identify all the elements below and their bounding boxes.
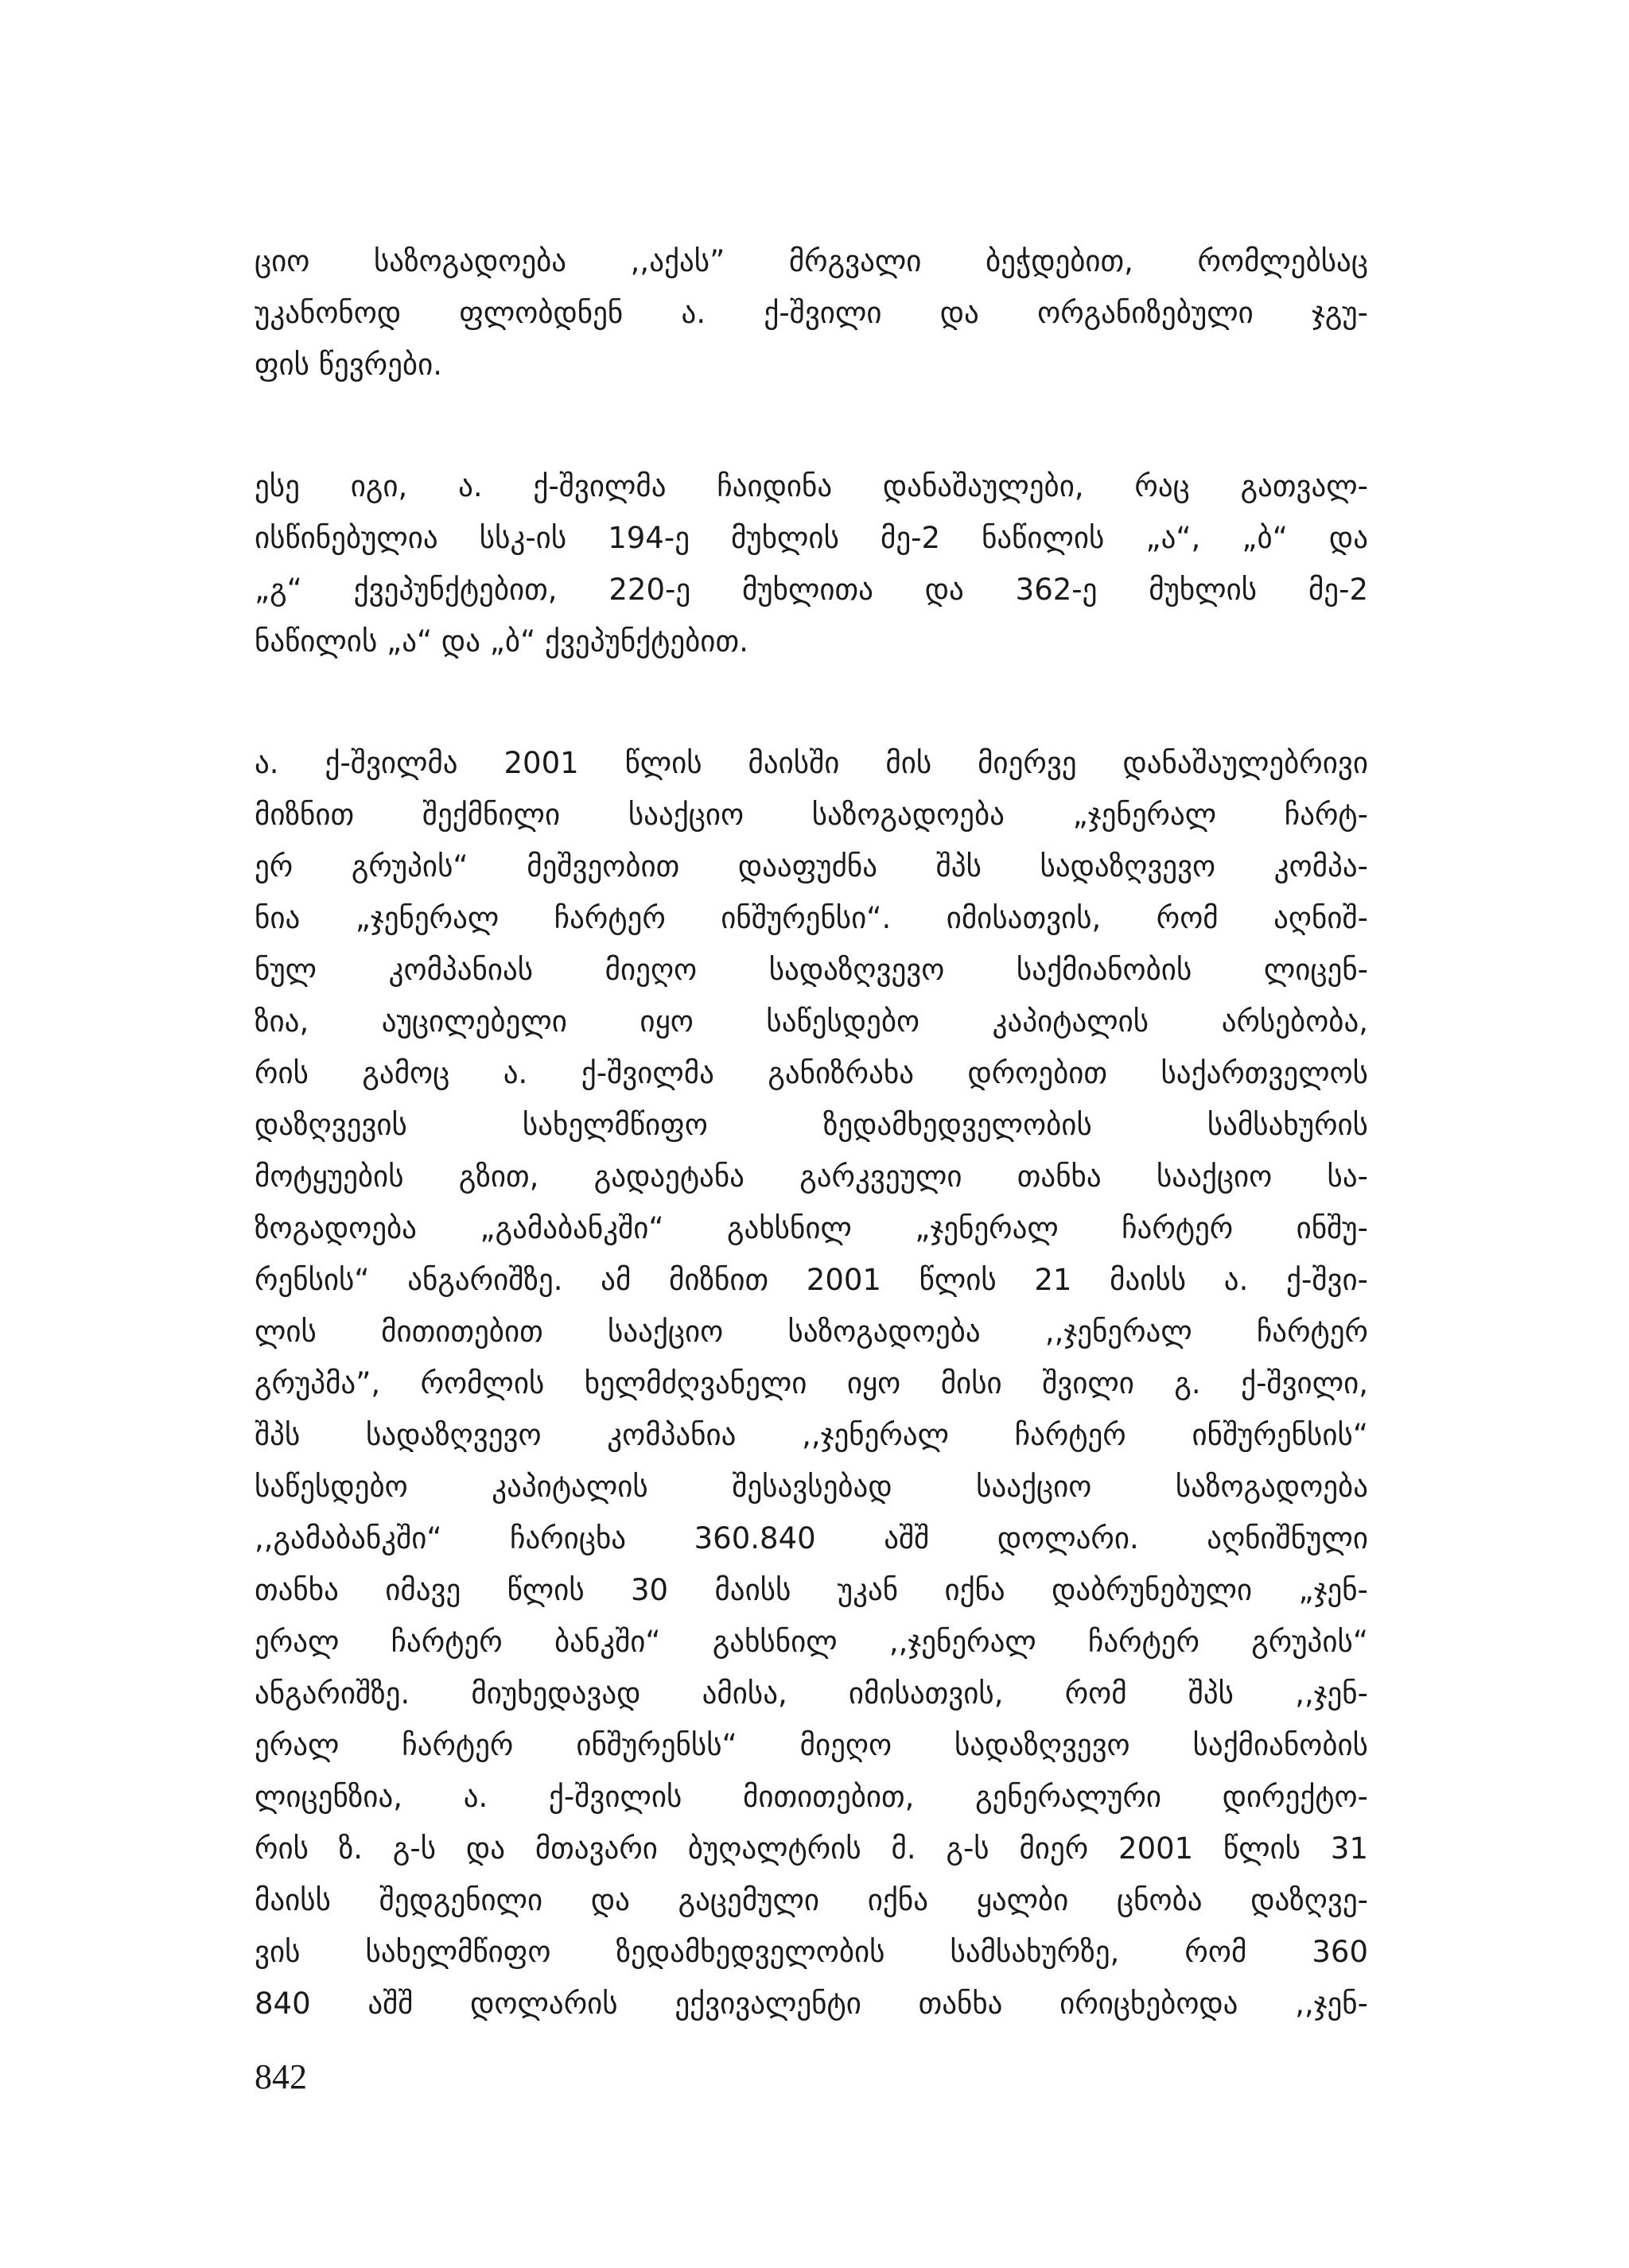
paragraph-1 xyxy=(255,235,1368,390)
text-line: ზია, აუცილებელი იყო საწესდებო კაპიტალის არსებობა, xyxy=(255,1004,1368,1039)
text-line: რის ზ. გ-ს და მთავარი ბუღალტრის მ. გ-ს მიერ 2001 წლის 31 xyxy=(255,1831,1368,1866)
text-line: რენსის“ ანგარიშზე. ამ მიზნით 2001 წლის 21 მაისს ა. ქ-შვი- xyxy=(255,1263,1368,1297)
text-line: გრუპმა”, რომლის ხელმძღვანელი იყო მისი შვილი გ. ქ-შვილი, xyxy=(255,1366,1368,1400)
text-line: „გ“ ქვეპუნქტებით, 220-ე მუხლითა და 362-ე მუხლის მე-2 xyxy=(255,573,1368,607)
text-line: ნია „ჯენერალ ჩარტერ ინშურენსი“. იმისათვის, რომ აღნიშ- xyxy=(255,901,1368,935)
paragraph-2 xyxy=(255,460,1368,667)
paragraph-3 xyxy=(255,737,1368,2029)
text-line: მოტყუების გზით, გადაეტანა გარკვეული თანხა სააქციო სა- xyxy=(255,1159,1368,1194)
text-line: უკანონოდ ფლობდნენ ა. ქ-შვილი და ორგანიზებული ჯგუ- xyxy=(255,296,1368,330)
text-line: დაზღვევის სახელმწიფო ზედამხედველობის სამსახურის xyxy=(255,1108,1368,1142)
text-line: ზოგადოება „გამაბანკში“ გახსნილ „ჯენერალ ჩარტერ ინშუ- xyxy=(255,1211,1368,1245)
body-text xyxy=(255,235,1368,2099)
text-line: 840 აშშ დოლარის ექვივალენტი თანხა ირიცხებოდა ,,ჯენ- xyxy=(255,1986,1368,2021)
text-line: მაისს შედგენილი და გაცემული იქნა ყალბი ცნობა დაზღვე- xyxy=(255,1883,1368,1917)
text-line: ლიცენზია, ა. ქ-შვილის მითითებით, გენერალური დირექტო- xyxy=(255,1780,1368,1814)
text-line: ესე იგი, ა. ქ-შვილმა ჩაიდინა დანაშაულები, რაც გათვალ- xyxy=(255,469,1368,503)
page-number: 842 xyxy=(255,2057,307,2096)
text-line: ანგარიშზე. მიუხედავად ამისა, იმისათვის, რომ შპს ,,ჯენ- xyxy=(255,1676,1368,1711)
text-line: ისწინებულია სსკ-ის 194-ე მუხლის მე-2 ნაწილის „ა“, „ბ“ და xyxy=(255,521,1368,555)
text-line: ,,გამაბანკში“ ჩარიცხა 360.840 აშშ დოლარი. აღნიშნული xyxy=(255,1521,1368,1555)
text-line: საწესდებო კაპიტალის შესავსებად სააქციო საზოგადოება xyxy=(255,1470,1368,1504)
text-line: ა. ქ-შვილმა 2001 წლის მაისში მის მიერვე დანაშაულებრივი xyxy=(255,746,1368,780)
text-line: ნულ კომპანიას მიეღო სადაზღვევო საქმიანობის ლიცენ- xyxy=(255,953,1368,987)
text-line: შპს სადაზღვევო კომპანია ,,ჯენერალ ჩარტერ ინშურენსის“ xyxy=(255,1418,1368,1452)
text-line: თანხა იმავე წლის 30 მაისს უკან იქნა დაბრუნებული „ჯენ- xyxy=(255,1573,1368,1607)
text-line: ერ გრუპის“ მეშვეობით დააფუძნა შპს სადაზღვევო კომპა- xyxy=(255,849,1368,884)
text-line: ლის მითითებით სააქციო საზოგადოება ,,ჯენერალ ჩარტერ xyxy=(255,1315,1368,1349)
text-line: ნაწილის „ა“ და „ბ“ ქვეპუნქტებით. xyxy=(255,624,748,658)
text-line: ციო საზოგადოება ,,აქას” მრგვალი ბეჭდებით, რომლებსაც xyxy=(255,244,1368,278)
text-line: მიზნით შექმნილი სააქციო საზოგადოება „ჯენერალ ჩარტ- xyxy=(255,798,1368,832)
text-line: ერალ ჩარტერ ინშურენსს“ მიეღო სადაზღვევო საქმიანობის xyxy=(255,1728,1368,1762)
text-line: ფის წევრები. xyxy=(255,348,442,382)
text-line: ერალ ჩარტერ ბანკში“ გახსნილ ,,ჯენერალ ჩარტერ გრუპის“ xyxy=(255,1625,1368,1659)
text-line: რის გამოც ა. ქ-შვილმა განიზრახა დროებით საქართველოს xyxy=(255,1056,1368,1090)
text-line: ვის სახელმწიფო ზედამხედველობის სამსახურზე, რომ 360 xyxy=(255,1935,1368,1969)
